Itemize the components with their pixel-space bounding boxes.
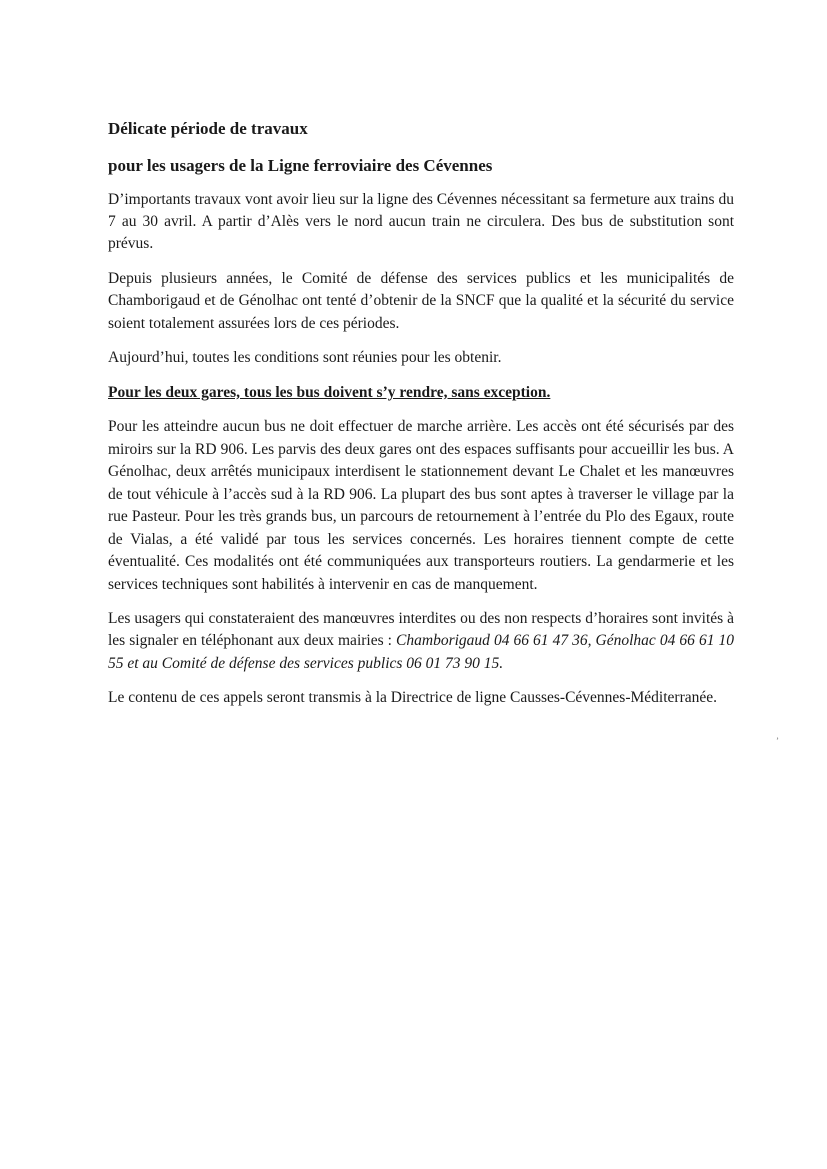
title-line-2: pour les usagers de la Ligne ferroviaire des Cévennes <box>108 156 493 176</box>
phone-contacts: Chamborigaud 04 66 61 47 36, Génolhac 04 66 61 10 55 et au Comité de défense des services publics 06 01 73 90 15. <box>108 632 734 672</box>
title-line-1: Délicate période de travaux <box>108 119 308 138</box>
stray-mark: ’ <box>776 736 779 746</box>
paragraph-report-contacts <box>108 608 734 675</box>
paragraph-works-announcement: D’importants travaux vont avoir lieu sur la ligne des Cévennes nécessitant sa fermeture aux trains du 7 au 30 avril. A partir d’Alès vers le nord aucun train ne circulera. Des bus de substitution sont prévus. <box>108 190 734 253</box>
paragraph-transmission: Le contenu de ces appels seront transmis à la Directrice de ligne Causses-Cévennes-Méditerranée. <box>108 689 717 707</box>
paragraph-two-stations-rule: Pour les deux gares, tous les bus doivent s’y rendre, sans exception. <box>108 383 551 401</box>
report-intro-text: Les usagers qui constateraient des manœuvres interdites ou des non respects d’horaires sont invités à les signaler en téléphonant aux deux mairies : <box>108 610 734 650</box>
document-page <box>108 118 734 722</box>
paragraph-committee: Depuis plusieurs années, le Comité de défense des services publics et les municipalités de Chamborigaud et de Génolhac ont tenté d’obtenir de la SNCF que la qualité et la sécurité du service soient totalement assurées lors de ces périodes. <box>108 269 734 332</box>
paragraph-access-details: Pour les atteindre aucun bus ne doit effectuer de marche arrière. Les accès ont été sécurisés par des miroirs sur la RD 906. Les parvis des deux gares ont des espaces suffisants pour accueillir les bus. A Génolhac, deux arrêtés municipaux interdisent le stationnement devant Le Chalet et les manœuvres de tout véhicule à l’accès sud à la RD 906. La plupart des bus sont aptes à traverser le village par la rue Pasteur. Pour les très grands bus, un parcours de retournement à l’entrée du Plo des Egaux, route de Vialas, a été validé par tous les services concernés. Les horaires tiennent compte de cette éventualité. Ces modalités ont été communiquées aux transporteurs routiers. La gendarmerie et les services techniques sont habilités à intervenir en cas de manquement. <box>108 418 734 593</box>
paragraph-conditions: Aujourd’hui, toutes les conditions sont réunies pour les obtenir. <box>108 349 502 367</box>
